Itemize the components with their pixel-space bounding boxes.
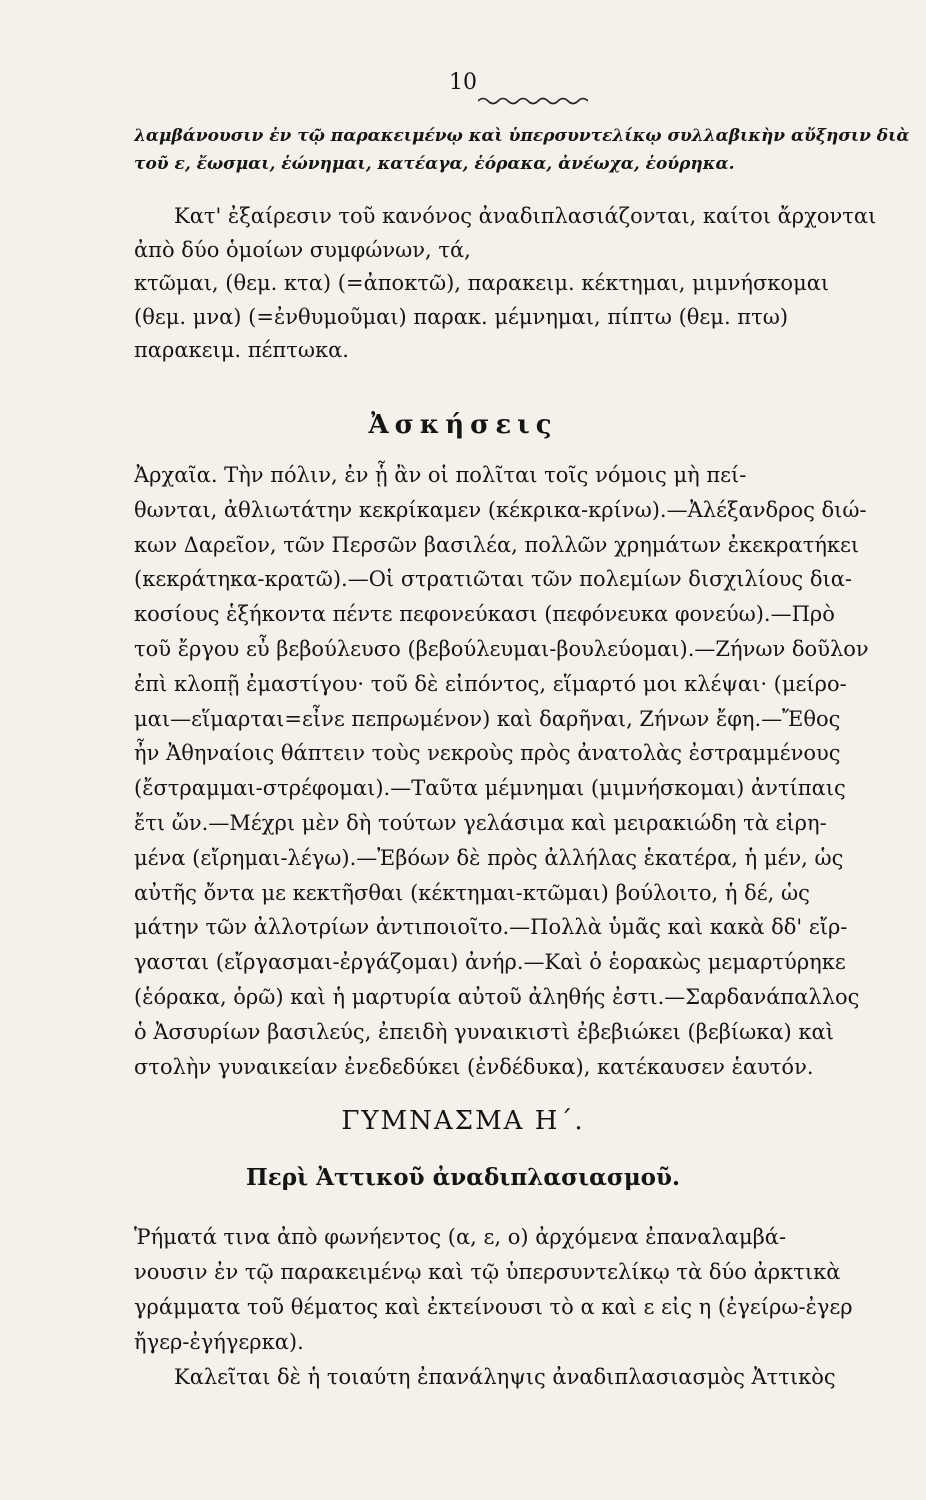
text-line: μαι—εἵμαρται=εἶνε πεπρωμένον) καὶ δαρῆναι, Ζήνων ἔφη.—Ἔθος [134,706,841,731]
text-line: θωνται, ἀθλιωτάτην κεκρίκαμεν (κέκρικα-κρίνω).—Ἀλέξανδρος διώ- [134,497,867,522]
text-line: ἀπὸ δύο ὁμοίων συμφώνων, τά, [134,237,471,262]
text-line: Ῥήματά τινα ἀπὸ φωνήεντος (α, ε, ο) ἀρχόμενα ἐπαναλαμβά- [134,1225,787,1249]
text-line: κοσίους ἑξήκοντα πέντε πεφονεύκασι (πεφόνευκα φονεύω).—Πρὸ [134,602,835,627]
wavy-rule-ornament [478,96,588,106]
text-line: νουσιν ἐν τῷ παρακειμένῳ καὶ τῷ ὑπερσυντελίκῳ τὰ δύο ἀρκτικὰ [134,1260,841,1284]
text-line: ἐπὶ κλοπῇ ἐμαστίγου· τοῦ δὲ εἰπόντος, εἵμαρτό μοι κλέψαι· (μείρο- [134,671,847,696]
text-line: λαμβάνουσιν ἐν τῷ παρακειμένῳ καὶ ὑπερσυντελίκῳ συλλαβικὴν αὔξησιν διὰ [134,126,910,146]
text-line: στολὴν γυναικείαν ἐνεδεδύκει (ἐνδέδυκα), κατέκαυσεν ἑαυτόν. [134,1054,814,1079]
text-line: (ἔστραμμαι-στρέφομαι).—Ταῦτα μέμνημαι (μιμνήσκομαι) ἀντίπαις [134,776,846,801]
text-line: ἤγερ-ἐγήγερκα). [134,1330,304,1354]
text-line: αὐτῆς ὄντα με κεκτῆσθαι (κέκτημαι-κτῶμαι) βούλοιτο, ἡ δέ, ὡς [134,880,810,905]
text-line: ἔτι ὤν.—Μέχρι μὲν δὴ τούτων γελάσιμα καὶ μειρακιώδη τὰ εἰρη- [134,810,827,835]
page-number: 10 [449,70,477,95]
text-line: ἦν Ἀθηναίοις θάπτειν τοὺς νεκροὺς πρὸς ἀνατολὰς ἐστραμμένους [134,741,841,766]
text-line: τοῦ ε, ἔωσμαι, ἑώνημαι, κατέαγα, ἑόρακα, ἀνέωχα, ἑούρηκα. [134,154,735,174]
text-line: κων Δαρεῖον, τῶν Περσῶν βασιλέα, πολλῶν χρημάτων ἐκεκρατήκει [134,532,860,557]
exercise-paragraph [134,458,926,1084]
text-line: τοῦ ἔργου εὖ βεβούλευσο (βεβούλευμαι-βουλεύομαι).—Ζήνων δοῦλον [134,636,869,661]
intro-paragraph [134,122,926,178]
section-subtitle: Περὶ Ἀττικοῦ ἀναδιπλασιασμοῦ. [246,1164,680,1191]
exception-paragraph [134,200,926,368]
text-line: ὁ Ἀσσυρίων βασιλεύς, ἐπειδὴ γυναικιστὶ ἐβεβιώκει (βεβίωκα) καὶ [134,1019,834,1044]
text-line: Κατ' ἐξαίρεσιν τοῦ κανόνος ἀναδιπλασιάζονται, καίτοι ἄρχονται [174,204,877,228]
section-paragraph [134,1220,926,1395]
section-title: ΓΥΜΝΑΣΜΑ Η΄. [341,1106,585,1136]
text-line: Καλεῖται δὲ ἡ τοιαύτη ἐπανάληψις ἀναδιπλασιασμὸς Ἀττικὸς [174,1365,836,1389]
text-line: γασται (εἴργασμαι-ἐργάζομαι) ἀνήρ.—Καὶ ὁ ἑορακὼς μεμαρτύρηκε [134,950,846,975]
text-line: (ἑόρακα, ὁρῶ) καὶ ἡ μαρτυρία αὐτοῦ ἀληθής ἐστι.—Σαρδανάπαλλος [134,984,860,1009]
text-line: μένα (εἴρημαι-λέγω).—Ἐβόων δὲ πρὸς ἀλλήλας ἑκατέρα, ἡ μέν, ὡς [134,845,844,870]
text-line: μάτην τῶν ἀλλοτρίων ἀντιποιοῖτο.—Πολλὰ ὑμᾶς καὶ κακὰ δδ' εἴρ- [134,915,848,940]
text-line: (κεκράτηκα-κρατῶ).—Οἱ στρατιῶται τῶν πολεμίων δισχιλίους δια- [134,567,852,592]
text-line: Ἀρχαῖα. Τὴν πόλιν, ἐν ᾗ ἂν οἱ πολῖται τοῖς νόμοις μὴ πεί- [134,463,747,487]
exercises-heading: Ἀσκήσεις [368,410,558,440]
text-line: (θεμ. μνα) (=ἐνθυμοῦμαι) παρακ. μέμνημαι, πίπτω (θεμ. πτω) [134,304,789,329]
text-line: γράμματα τοῦ θέματος καὶ ἐκτείνουσι τὸ α καὶ ε εἰς η (ἐγείρω-ἐγερ [134,1295,853,1319]
text-line: παρακειμ. πέπτωκα. [134,338,349,362]
text-line: κτῶμαι, (θεμ. κτα) (=ἀποκτῶ), παρακειμ. κέκτημαι, μιμνήσκομαι [134,271,830,295]
